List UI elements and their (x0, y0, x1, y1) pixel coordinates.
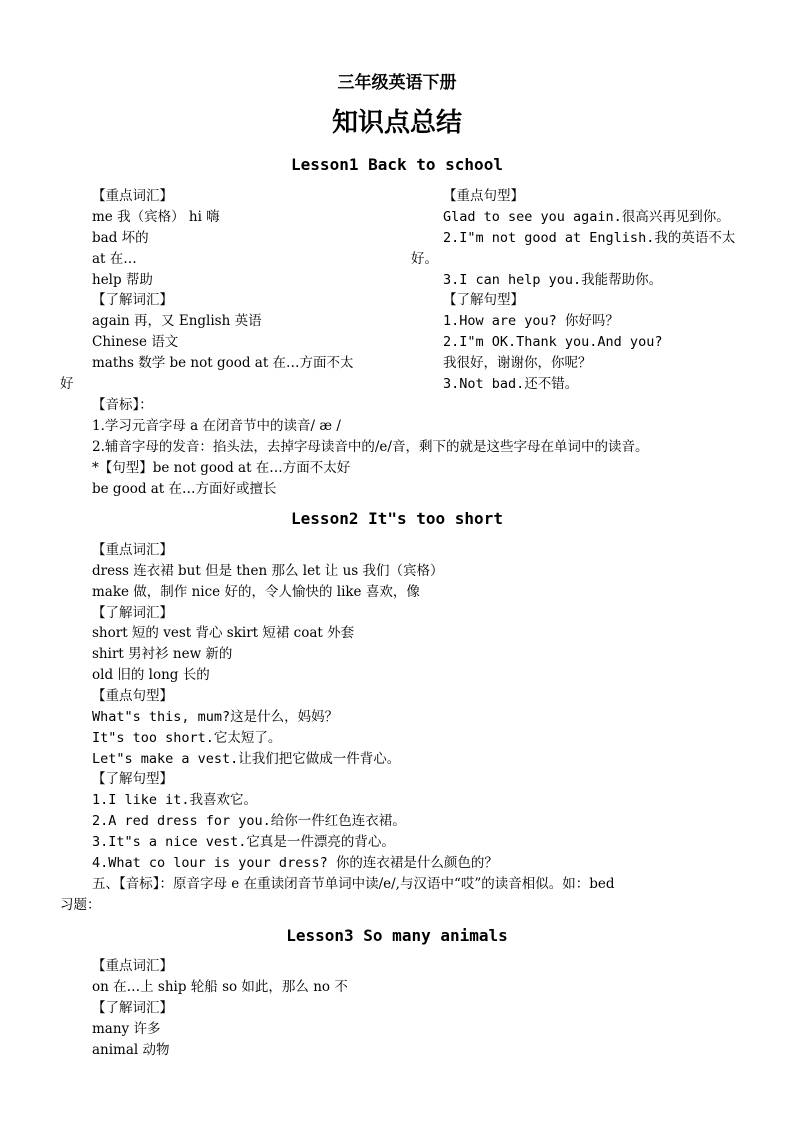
lesson1-note: 2.辅音字母的发音：掐头法，去掉字母读音中的/e/音，剩下的就是这些字母在单词中的读音。 (92, 439, 649, 455)
lesson1-right-line: 2.I"m not good at English.我的英语不太 (443, 230, 736, 246)
lesson1-right-line: 1.How are you? 你好吗？ (443, 313, 619, 329)
lesson2-line: short 短的 vest 背心 skirt 短裙 coat 外套 (92, 625, 355, 641)
lesson2-line: shirt 男衬衫 new 新的 (92, 646, 233, 662)
lesson1-note: *【句型】be not good at 在…方面不太好 (92, 460, 351, 476)
lesson2-exercise-label: 习题： (60, 897, 101, 913)
lesson1-left-line: again 再，又 English 英语 (92, 313, 262, 329)
lesson1-right-line: 好。 (411, 251, 438, 267)
lesson1-left-line: bad 坏的 (92, 230, 149, 246)
lesson2-heading: Lesson2 It"s too short (291, 509, 503, 528)
lesson2-line: 【了解句型】 (92, 771, 173, 787)
lesson2-line: dress 连衣裙 but 但是 then 那么 let 让 us 我们（宾格） (92, 563, 444, 579)
lesson1-heading: Lesson1 Back to school (291, 155, 503, 174)
lesson1-left-line: maths 数学 be not good at 在…方面不太 (92, 355, 354, 371)
lesson1-left-line: at 在… (92, 251, 137, 267)
lesson3-line: 【重点词汇】 (92, 958, 173, 974)
lesson2-line: 2.A red dress for you.给你一件红色连衣裙。 (92, 813, 406, 829)
lesson1-left-line: help 帮助 (92, 272, 153, 288)
document-subtitle: 三年级英语下册 (337, 73, 457, 93)
lesson1-right-line: 3.I can help you.我能帮助你。 (443, 272, 663, 288)
lesson2-line: 3.It"s a nice vest.它真是一件漂亮的背心。 (92, 834, 395, 850)
lesson3-line: many 许多 (92, 1021, 161, 1037)
lesson2-line: 【重点词汇】 (92, 542, 173, 558)
lesson1-right-line: 3.Not bad.还不错。 (443, 376, 579, 392)
lesson1-note: be good at 在…方面好或擅长 (92, 481, 277, 497)
lesson1-left-line: 好 (60, 376, 74, 392)
lesson2-line: 4.What co lour is your dress? 你的连衣裙是什么颜色的？ (92, 855, 498, 871)
lesson1-right-line: 2.I"m OK.Thank you.And you? (443, 334, 663, 350)
lesson1-right-line: 【了解句型】 (443, 292, 524, 308)
lesson2-line: It"s too short.它太短了。 (92, 730, 282, 746)
lesson1-right-line: 【重点句型】 (443, 188, 524, 204)
lesson2-line: old 旧的 long 长的 (92, 667, 210, 683)
lesson1-right-line: 我很好，谢谢你，你呢？ (443, 355, 592, 371)
lesson3-line: animal 动物 (92, 1042, 170, 1058)
lesson3-heading: Lesson3 So many animals (286, 926, 508, 945)
lesson3-line: on 在…上 ship 轮船 so 如此，那么 no 不 (92, 979, 348, 995)
lesson1-left-line: 【了解词汇】 (92, 292, 173, 308)
lesson2-line: 【了解词汇】 (92, 605, 173, 621)
lesson1-left-line: 【重点词汇】 (92, 188, 173, 204)
lesson1-left-line: Chinese 语文 (92, 334, 179, 350)
lesson1-left-line: me 我（宾格） hi 嗨 (92, 209, 220, 225)
lesson2-line: What"s this, mum?这是什么，妈妈？ (92, 709, 339, 725)
lesson2-line: make 做，制作 nice 好的，令人愉快的 like 喜欢，像 (92, 584, 420, 600)
lesson3-line: 【了解词汇】 (92, 1000, 173, 1016)
lesson2-line: Let"s make a vest.让我们把它做成一件背心。 (92, 751, 401, 767)
lesson1-right-line: Glad to see you again.很高兴再见到你。 (443, 209, 730, 225)
lesson2-phonics: 五、【音标】：原音字母 e 在重读闭音节单词中读/e/,与汉语中“哎”的读音相似。如：bed (92, 876, 615, 892)
lesson1-note: 1.学习元音字母 a 在闭音节中的读音/ æ / (92, 418, 341, 434)
lesson1-note: 【音标】： (92, 397, 153, 413)
lesson2-line: 【重点句型】 (92, 688, 173, 704)
document-title: 知识点总结 (331, 108, 462, 138)
lesson2-line: 1.I like it.我喜欢它。 (92, 792, 258, 808)
